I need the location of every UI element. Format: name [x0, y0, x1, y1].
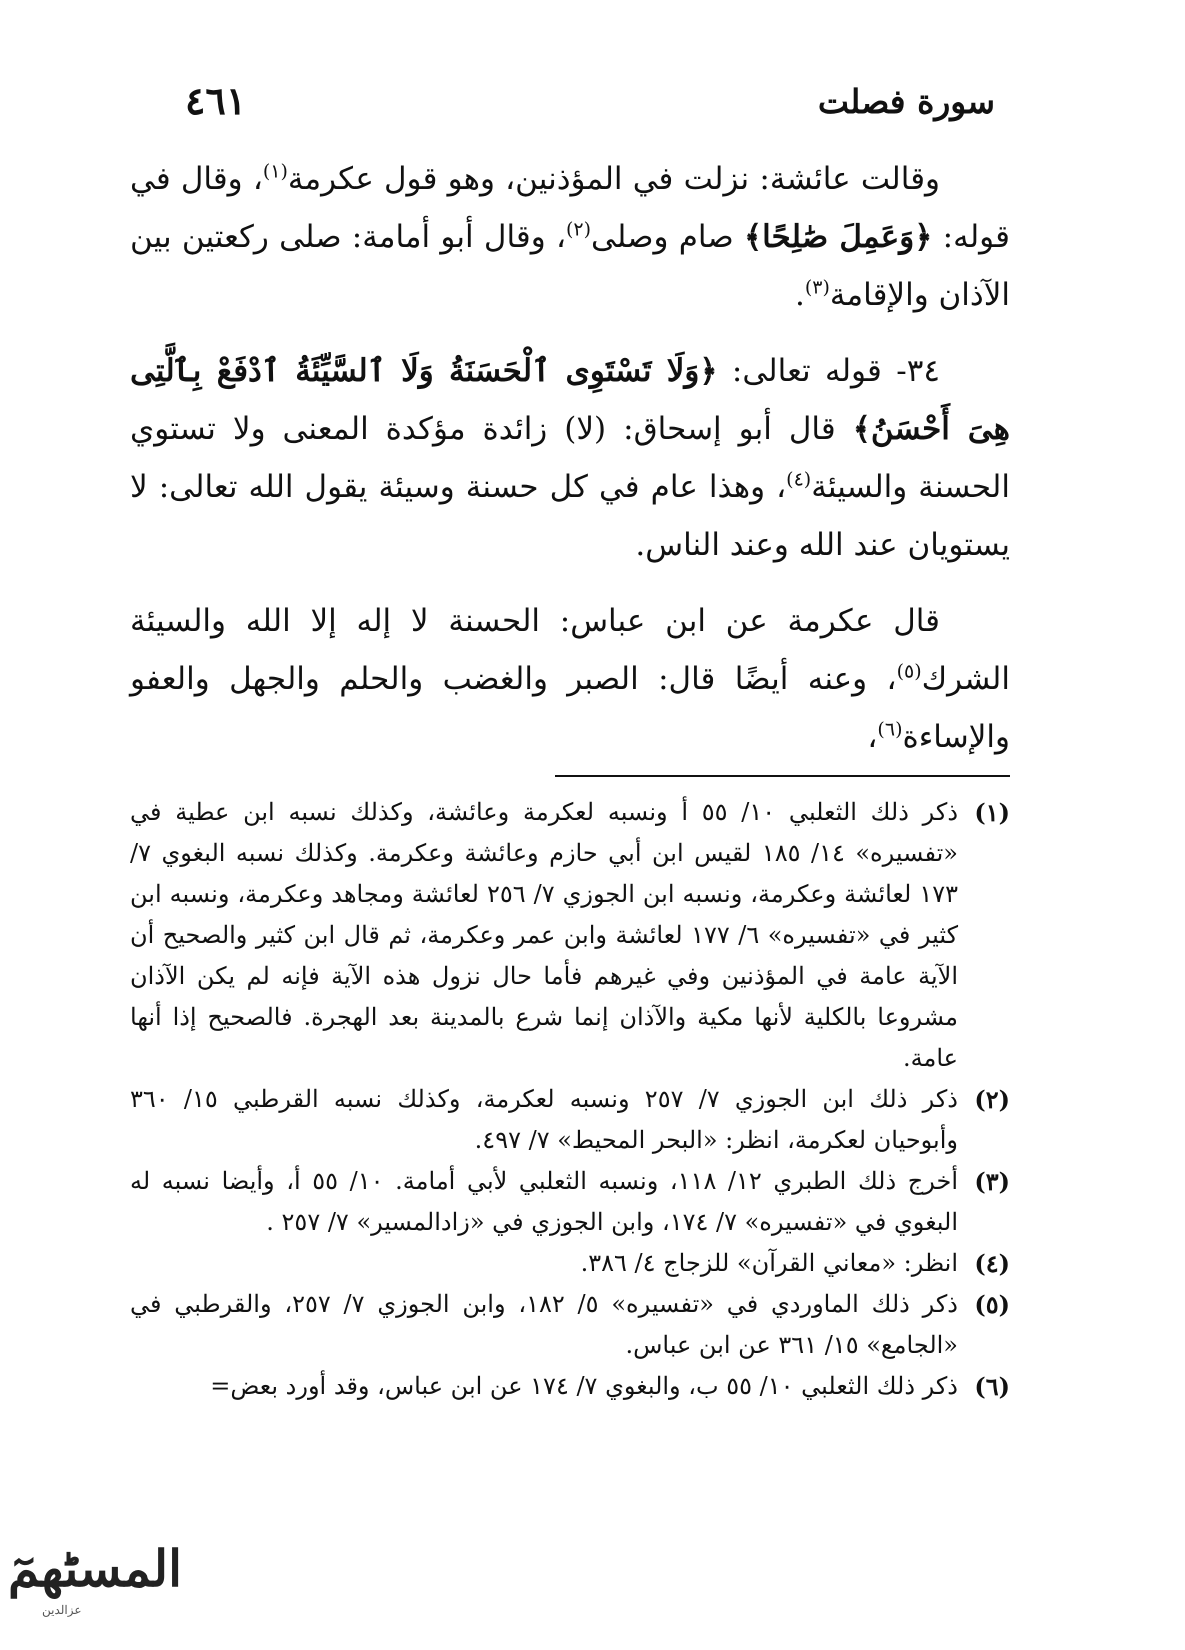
footnote-text: ذكر ذلك الثعلبي ١٠/ ٥٥ ب، والبغوي ٧/ ١٧٤ عن ابن عباس، وقد أورد بعض= [210, 1372, 958, 1400]
paragraph [130, 592, 1010, 766]
text-run: قال أبو إسحاق: (لا) زائدة مؤكدة المعنى ولا تستوي الحسنة والسيئة [130, 411, 1010, 505]
text-run: صام وصلى [591, 219, 744, 255]
text-run: ، وقال في قوله: [130, 161, 1011, 255]
paragraph [130, 150, 1010, 324]
footnotes [130, 792, 1010, 1407]
footnote-number: (٤) [974, 1249, 1010, 1278]
footnote-ref: (٢) [565, 218, 592, 241]
footnote-text: ذكر ذلك ابن الجوزي ٧/ ٢٥٧ ونسبه لعكرمة، وكذلك نسبه القرطبي ١٥/ ٣٦٠ وأبوحيان لعكرمة، انظر: «البحر المحيط» ٧/ ٤٩٧. [130, 1085, 958, 1154]
text-run: ، [867, 719, 878, 755]
footnote-ref: (١) [262, 160, 288, 183]
paragraph [130, 342, 1010, 574]
publisher-logo [8, 1535, 183, 1635]
footnote-number: (١) [974, 798, 1010, 827]
footnote-ref: (٤) [786, 468, 812, 491]
main-text [130, 150, 1010, 784]
footnote-text: ذكر ذلك الماوردي في «تفسيره» ٥/ ١٨٢، وابن الجوزي ٧/ ٢٥٧، والقرطبي في «الجامع» ١٥/ ٣٦١ عن ابن عباس. [130, 1290, 958, 1359]
text-run: ، وعنه أيضًا قال: الصبر والغضب والحلم والجهل والعفو والإساءة [130, 661, 1010, 755]
footnote-ref: (٦) [877, 718, 903, 741]
footnote-ref: (٣) [804, 276, 830, 299]
quran-quote: ﴿وَعَمِلَ صَٰلِحًا﴾ [743, 219, 933, 255]
footnote-separator [555, 775, 1010, 777]
footnote [130, 1079, 1010, 1161]
footnote-text: أخرج ذلك الطبري ١٢/ ١١٨، ونسبه الثعلبي لأبي أمامة. ١٠/ ٥٥ أ، وأيضا نسبه له البغوي في «تفسيره» ٧/ ١٧٤، وابن الجوزي في «زادالمسير» ٧/ ٢٥٧ . [130, 1167, 959, 1236]
logo-mark: المسٹهمٓ [8, 1539, 183, 1598]
footnote [130, 1243, 1010, 1284]
text-run: ٣٤- قوله تعالى: [717, 353, 940, 389]
footnote [130, 792, 1010, 1079]
footnote [130, 1161, 1010, 1243]
text-run: وقالت عائشة: نزلت في المؤذنين، وهو قول عكرمة [287, 161, 940, 197]
footnote-text: ذكر ذلك الثعلبي ١٠/ ٥٥ أ ونسبه لعكرمة وعائشة، وكذلك نسبه ابن عطية في «تفسيره» ١٤/ ١٨٥ لقيس ابن أبي حازم وعائشة وعكرمة. وكذلك نسبه البغوي ٧/ ١٧٣ لعائشة وعكرمة، ونسبه ابن الجوزي ٧/ ٢٥٦ لعائشة ومجاهد وعكرمة، ونسبه ابن كثير في «تفسيره» ٦/ ١٧٧ لعائشة وابن عمر وعكرمة، ثم قال ابن كثير والصحيح أن الآية عامة في المؤذنين وفي غيرهم فأما حال نزول هذه الآية فإنه لم يكن الآذان مشروعا بالكلية لأنها مكية والآذان إنما شرع بالمدينة بعد الهجرة. فالصحيح إذا أنها عامة. [130, 798, 959, 1072]
quran-quote: ﴿وَلَا تَسْتَوِى ٱلْحَسَنَةُ وَلَا ٱلسَّيِّئَةُ ٱدْفَعْ بِٱلَّتِى هِىَ أَحْسَنُ﴾ [130, 353, 1010, 447]
footnote-ref: (٥) [896, 660, 922, 683]
text-run: ، وقال أبو أمامة: صلى ركعتين بين الآذان والإقامة [130, 219, 1010, 313]
page-number: ٤٦١ [185, 78, 247, 123]
text-run: قال عكرمة عن ابن عباس: الحسنة لا إله إلا الله والسيئة الشرك [130, 603, 1010, 697]
surah-title: سورة فصلت [817, 82, 995, 121]
footnote [130, 1366, 1010, 1407]
footnote-number: (٢) [974, 1085, 1010, 1114]
text-run: . [794, 277, 805, 313]
footnote-number: (٣) [974, 1167, 1010, 1196]
footnote-number: (٥) [974, 1290, 1010, 1319]
footnote-text: انظر: «معاني القرآن» للزجاج ٤/ ٣٨٦. [580, 1249, 958, 1277]
logo-caption: عزالدين [42, 1603, 82, 1617]
page-header [0, 72, 1185, 132]
footnote-number: (٦) [974, 1372, 1010, 1401]
text-run: ، وهذا عام في كل حسنة وسيئة يقول الله تعالى: لا يستويان عند الله وعند الناس. [130, 469, 1010, 563]
footnote [130, 1284, 1010, 1366]
